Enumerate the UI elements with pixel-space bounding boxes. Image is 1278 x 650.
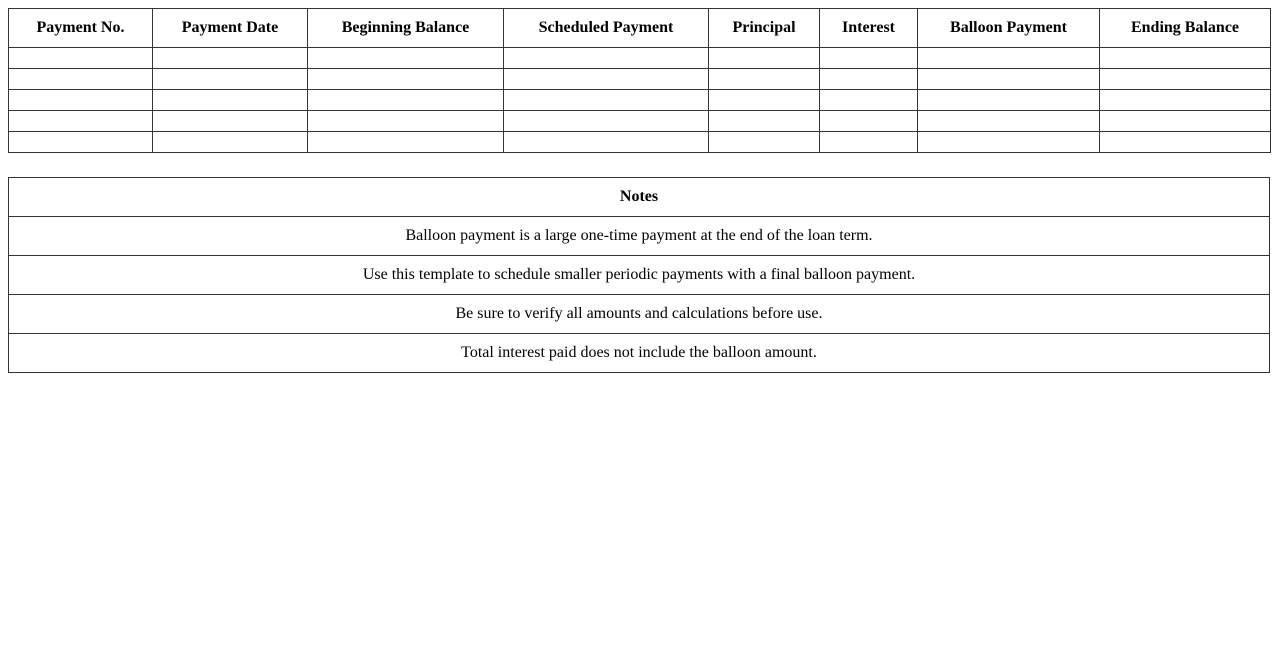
table-cell bbox=[709, 111, 820, 132]
table-cell bbox=[1100, 90, 1271, 111]
table-cell bbox=[820, 48, 918, 69]
table-cell bbox=[308, 132, 504, 153]
table-cell bbox=[918, 90, 1100, 111]
header-payment-no: Payment No. bbox=[9, 9, 153, 48]
table-row bbox=[9, 90, 1271, 111]
notes-row bbox=[9, 295, 1270, 334]
header-scheduled-payment: Scheduled Payment bbox=[504, 9, 709, 48]
header-principal: Principal bbox=[709, 9, 820, 48]
table-cell bbox=[709, 48, 820, 69]
table-cell bbox=[153, 132, 308, 153]
notes-row bbox=[9, 217, 1270, 256]
notes-row bbox=[9, 256, 1270, 295]
table-cell bbox=[153, 48, 308, 69]
header-ending-balance: Ending Balance bbox=[1100, 9, 1271, 48]
notes-title: Notes bbox=[9, 178, 1270, 217]
table-cell bbox=[820, 69, 918, 90]
table-cell bbox=[1100, 132, 1271, 153]
header-row bbox=[9, 9, 1271, 48]
table-cell bbox=[9, 90, 153, 111]
table-cell bbox=[504, 48, 709, 69]
table-cell bbox=[918, 132, 1100, 153]
table-cell bbox=[9, 69, 153, 90]
table-row bbox=[9, 48, 1271, 69]
table-cell bbox=[1100, 48, 1271, 69]
note-item: Be sure to verify all amounts and calculations before use. bbox=[9, 295, 1270, 334]
payment-schedule-table bbox=[8, 8, 1271, 153]
header-balloon-payment: Balloon Payment bbox=[918, 9, 1100, 48]
table-cell bbox=[504, 90, 709, 111]
table-row bbox=[9, 111, 1271, 132]
notes-table bbox=[8, 177, 1270, 373]
table-cell bbox=[918, 48, 1100, 69]
table-cell bbox=[504, 69, 709, 90]
note-item: Use this template to schedule smaller periodic payments with a final balloon payment. bbox=[9, 256, 1270, 295]
table-cell bbox=[153, 69, 308, 90]
table-cell bbox=[9, 48, 153, 69]
table-cell bbox=[9, 132, 153, 153]
table-cell bbox=[709, 90, 820, 111]
header-beginning-balance: Beginning Balance bbox=[308, 9, 504, 48]
notes-header-row bbox=[9, 178, 1270, 217]
note-item: Balloon payment is a large one-time payment at the end of the loan term. bbox=[9, 217, 1270, 256]
table-cell bbox=[820, 111, 918, 132]
table-cell bbox=[820, 132, 918, 153]
table-cell bbox=[709, 69, 820, 90]
table-cell bbox=[308, 90, 504, 111]
table-cell bbox=[308, 69, 504, 90]
table-cell bbox=[1100, 69, 1271, 90]
header-interest: Interest bbox=[820, 9, 918, 48]
table-cell bbox=[918, 111, 1100, 132]
table-cell bbox=[308, 48, 504, 69]
notes-row bbox=[9, 334, 1270, 373]
table-cell bbox=[1100, 111, 1271, 132]
table-cell bbox=[504, 132, 709, 153]
table-cell bbox=[153, 90, 308, 111]
table-cell bbox=[709, 132, 820, 153]
table-cell bbox=[918, 69, 1100, 90]
table-cell bbox=[820, 90, 918, 111]
table-cell bbox=[153, 111, 308, 132]
note-item: Total interest paid does not include the balloon amount. bbox=[9, 334, 1270, 373]
header-payment-date: Payment Date bbox=[153, 9, 308, 48]
table-cell bbox=[9, 111, 153, 132]
table-cell bbox=[504, 111, 709, 132]
table-cell bbox=[308, 111, 504, 132]
table-row bbox=[9, 132, 1271, 153]
table-row bbox=[9, 69, 1271, 90]
